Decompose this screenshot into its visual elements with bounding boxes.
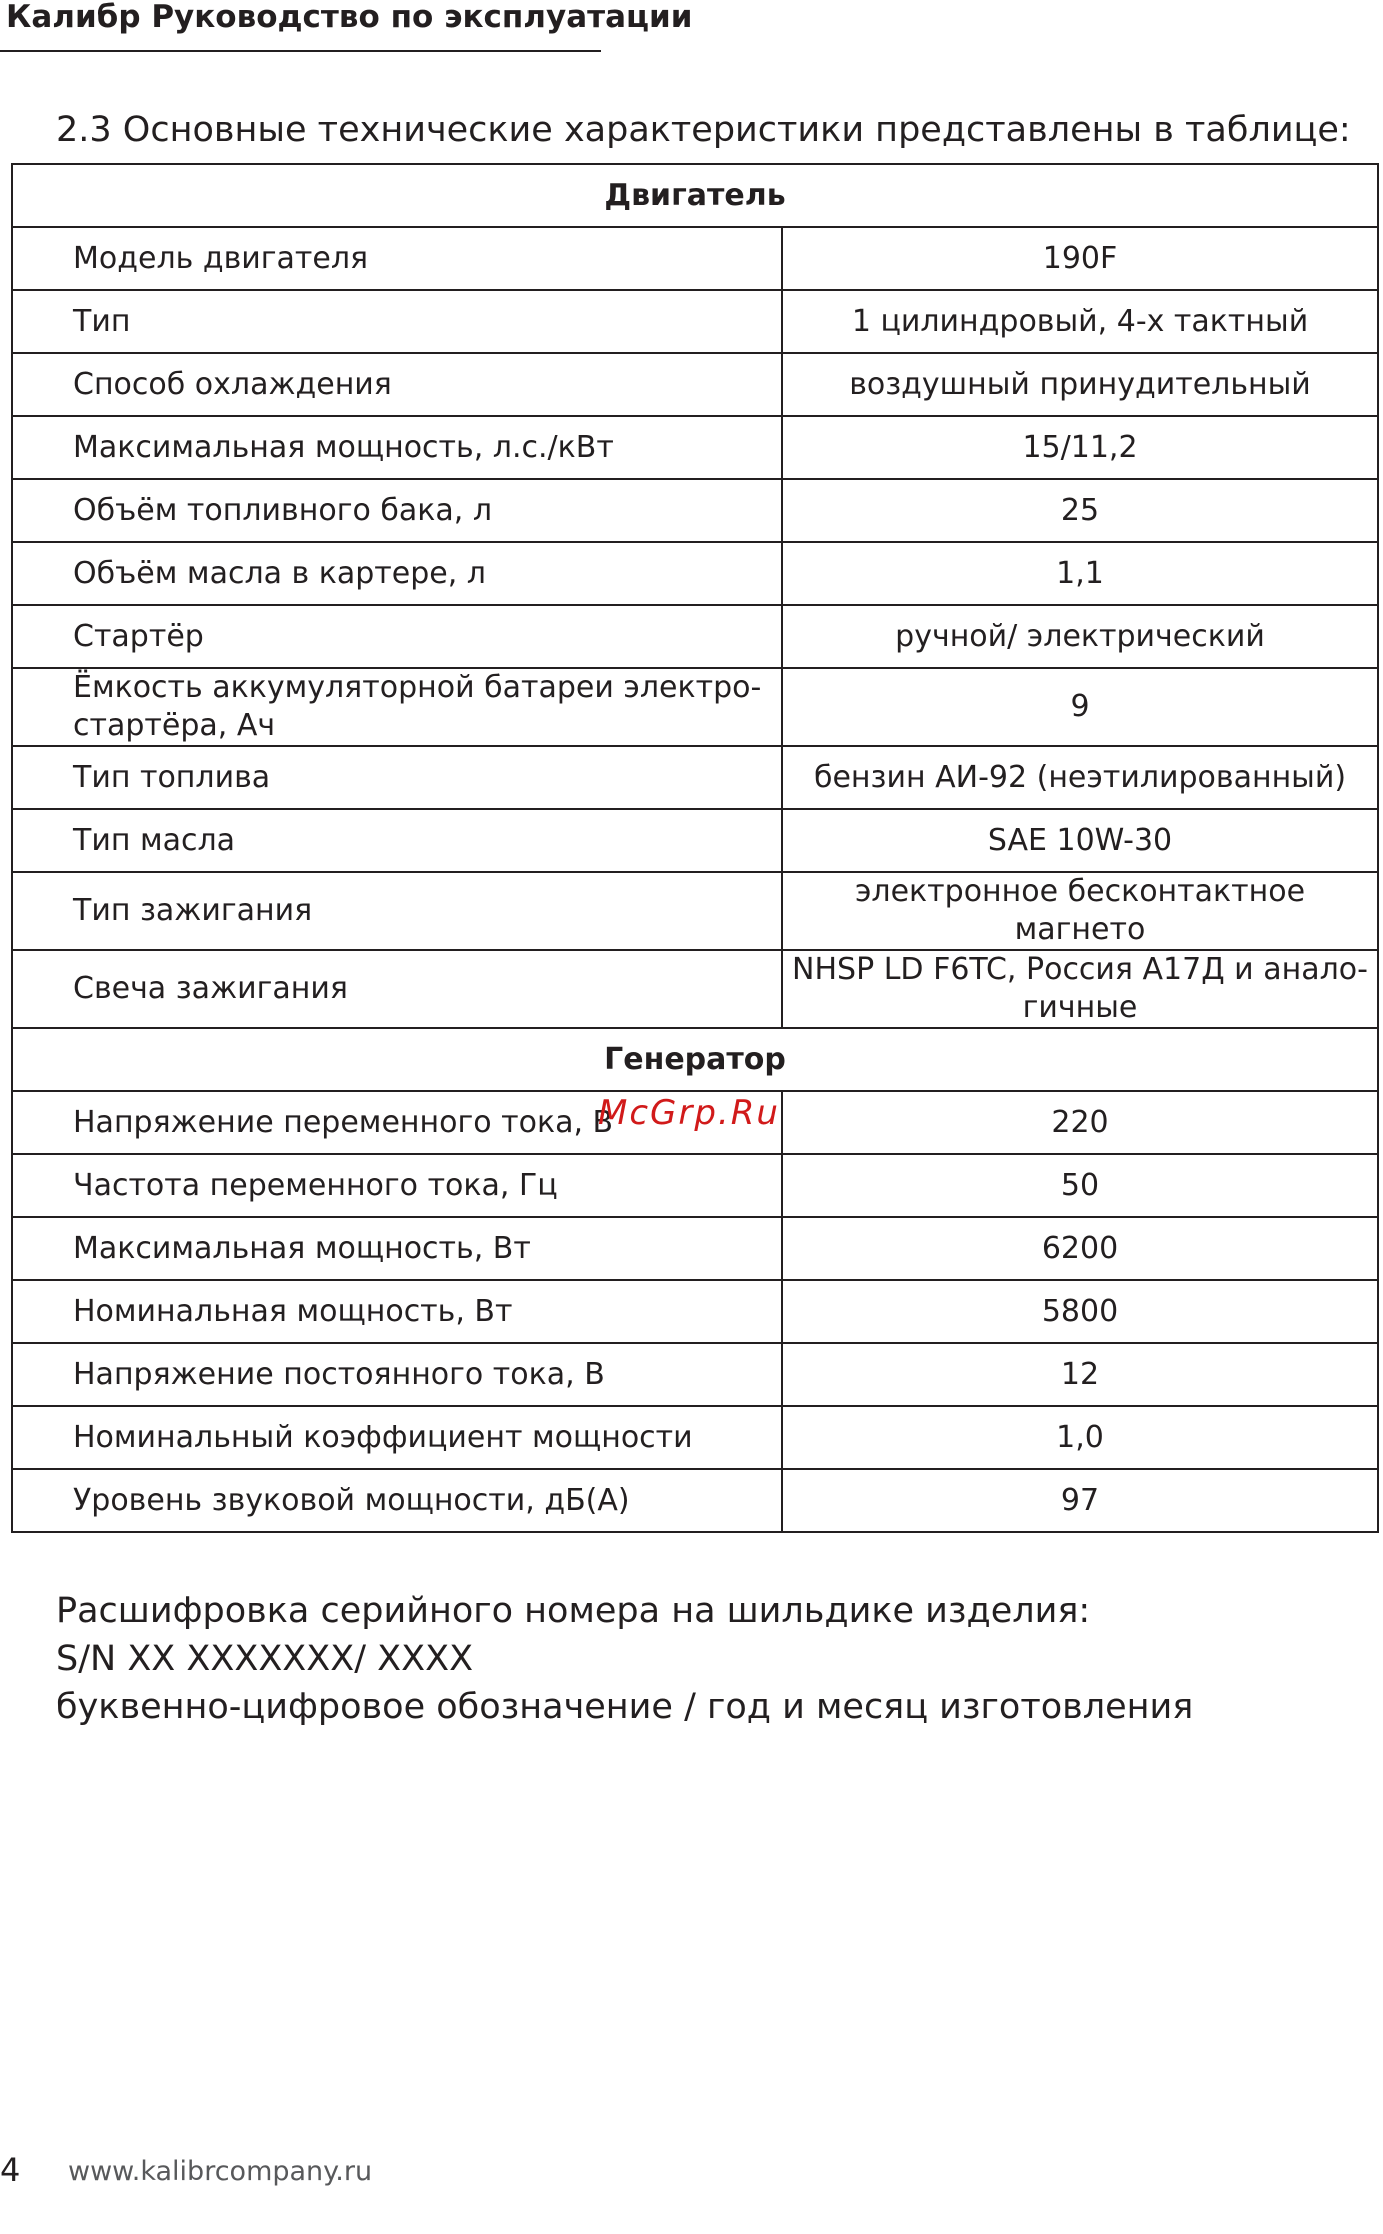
table-row [12, 1280, 1378, 1343]
spec-label: Тип [12, 290, 782, 353]
table-row [12, 872, 1378, 950]
section-row-generator [12, 1028, 1378, 1091]
table-row [12, 809, 1378, 872]
spec-label: Максимальная мощность, Вт [12, 1217, 782, 1280]
spec-label: Максимальная мощность, л.с./кВт [12, 416, 782, 479]
page-number: 4 [0, 2151, 21, 2189]
spec-label: Частота переменного тока, Гц [12, 1154, 782, 1217]
table-row [12, 668, 1378, 746]
spec-value: ручной/ электрический [782, 605, 1378, 668]
spec-label: Объём топливного бака, л [12, 479, 782, 542]
intro-text: 2.3 Основные технические характеристики представлены в таблице: [56, 110, 1351, 150]
spec-value: бензин АИ-92 (неэтилированный) [782, 746, 1378, 809]
spec-value: SAE 10W-30 [782, 809, 1378, 872]
spec-value: 15/11,2 [782, 416, 1378, 479]
spec-value: электронное бесконтактное магнето [782, 872, 1378, 950]
spec-label: Тип топлива [12, 746, 782, 809]
serial-line-title: Расшифровка серийного номера на шильдике изделия: [56, 1591, 1091, 1631]
spec-label: Напряжение постоянного тока, В [12, 1343, 782, 1406]
spec-label: Напряжение переменного тока, В [12, 1091, 782, 1154]
spec-value: NHSP LD F6TC, Россия А17Д и анало-гичные [782, 950, 1378, 1028]
spec-value: воздушный принудительный [782, 353, 1378, 416]
spec-label: Номинальная мощность, Вт [12, 1280, 782, 1343]
section-title-engine: Двигатель [12, 164, 1378, 227]
section-row-engine [12, 164, 1378, 227]
header-title: Калибр Руководство по эксплуатации [6, 0, 693, 35]
spec-value: 6200 [782, 1217, 1378, 1280]
spec-value: 220 [782, 1091, 1378, 1154]
table-row [12, 1343, 1378, 1406]
serial-line-explanation: буквенно-цифровое обозначение / год и месяц изготовления [56, 1687, 1194, 1727]
table-row [12, 542, 1378, 605]
spec-label: Номинальный коэффициент мощности [12, 1406, 782, 1469]
table-row [12, 227, 1378, 290]
spec-value: 25 [782, 479, 1378, 542]
table-row [12, 416, 1378, 479]
table-row [12, 746, 1378, 809]
spec-label: Модель двигателя [12, 227, 782, 290]
spec-label: Стартёр [12, 605, 782, 668]
table-row [12, 353, 1378, 416]
table-row [12, 605, 1378, 668]
spec-label: Уровень звуковой мощности, дБ(А) [12, 1469, 782, 1532]
spec-label: Объём масла в картере, л [12, 542, 782, 605]
section-title-generator: Генератор [12, 1028, 1378, 1091]
spec-label: Тип зажигания [12, 872, 782, 950]
watermark: McGrp.Ru [598, 1093, 780, 1133]
specs-table [11, 163, 1379, 1533]
spec-label: Тип масла [12, 809, 782, 872]
spec-label: Ёмкость аккумуляторной батареи электро-стартёра, Ач [12, 668, 782, 746]
spec-value: 1 цилиндровый, 4-х тактный [782, 290, 1378, 353]
spec-value: 1,0 [782, 1406, 1378, 1469]
serial-line-format: S/N XX XXXXXXX/ XXXX [56, 1639, 474, 1679]
spec-value: 1,1 [782, 542, 1378, 605]
table-row [12, 479, 1378, 542]
spec-value: 190F [782, 227, 1378, 290]
spec-label: Свеча зажигания [12, 950, 782, 1028]
spec-value: 9 [782, 668, 1378, 746]
table-row [12, 1469, 1378, 1532]
spec-label: Способ охлаждения [12, 353, 782, 416]
footer-website: www.kalibrcompany.ru [68, 2156, 373, 2187]
spec-value: 12 [782, 1343, 1378, 1406]
table-row [12, 950, 1378, 1028]
table-row [12, 1154, 1378, 1217]
spec-value: 50 [782, 1154, 1378, 1217]
page-header [0, 0, 693, 52]
spec-value: 97 [782, 1469, 1378, 1532]
table-row [12, 1406, 1378, 1469]
spec-value: 5800 [782, 1280, 1378, 1343]
table-row [12, 1217, 1378, 1280]
serial-number-info [56, 1587, 1193, 1731]
table-row [12, 290, 1378, 353]
